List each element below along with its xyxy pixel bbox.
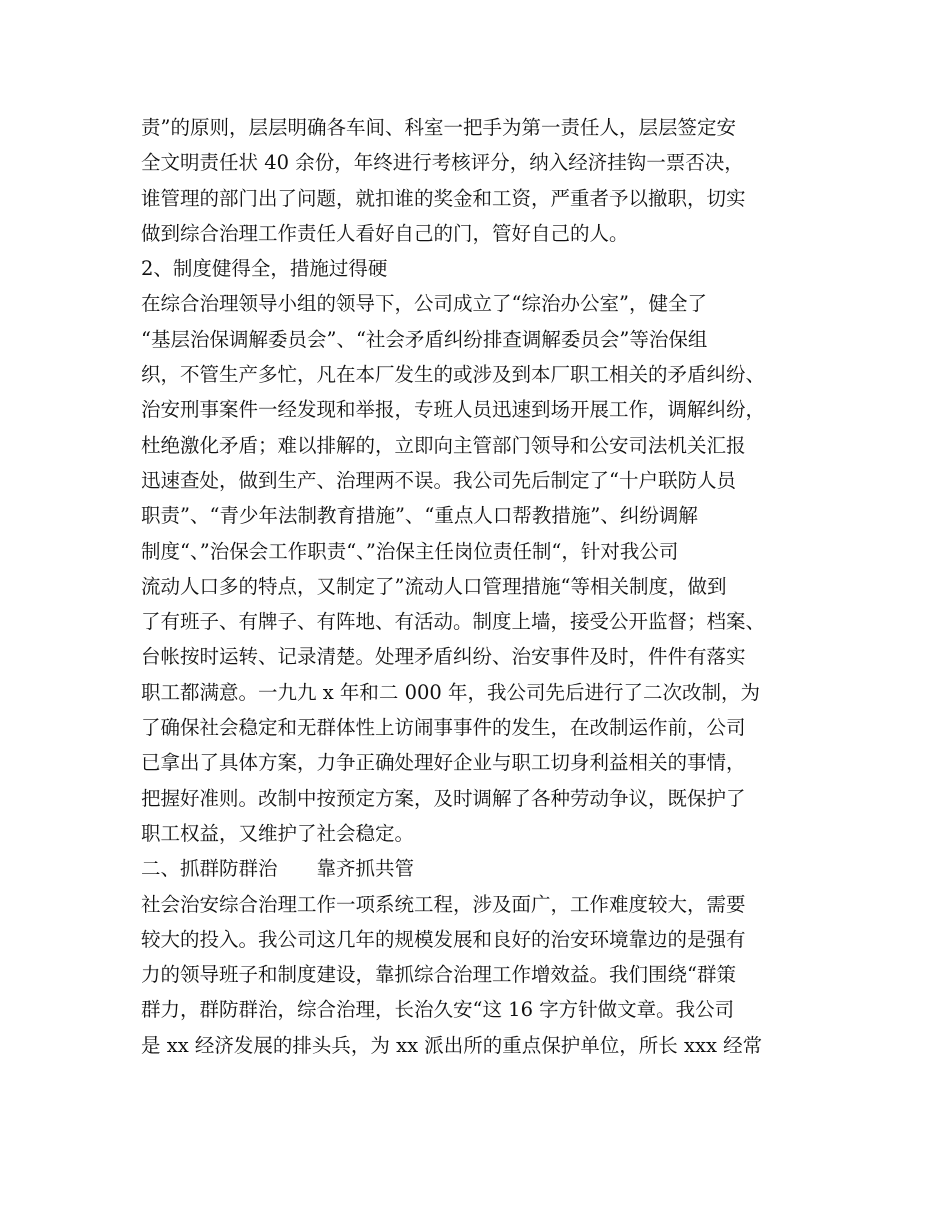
text-line: 在综合治理领导小组的领导下，公司成立了“综治办公室”，健全了 (141, 292, 707, 316)
text-line: 织，不管生产多忙，凡在本厂发生的或涉及到本厂职工相关的矛盾纠纷、 (141, 363, 766, 387)
text-line: 已拿出了具体方案，力争正确处理好企业与职工切身利益相关的事情， (141, 751, 746, 775)
text-line: 了有班子、有牌子、有阵地、有活动。制度上墙，接受公开监督；档案、 (141, 610, 766, 634)
text-line: 是 xx 经济发展的排头兵，为 xx 派出所的重点保护单位，所长 xxx 经常 (141, 1033, 763, 1057)
text-line: 较大的投入。我公司这几年的规模发展和良好的治安环境靠边的是强有 (141, 927, 746, 951)
text-line: 流动人口多的特点，又制定了”流动人口管理措施“等相关制度，做到 (141, 574, 727, 598)
text-line: 社会治安综合治理工作一项系统工程，涉及面广，工作难度较大，需要 (141, 892, 746, 916)
text-line: 谁管理的部门出了问题，就扣谁的奖金和工资，严重者予以撤职，切实 (141, 186, 746, 210)
text-line: “基层治保调解委员会”、“社会矛盾纠纷排查调解委员会”等治保组 (141, 327, 708, 351)
text-line: 职工权益，又维护了社会稳定。 (141, 821, 415, 845)
text-line: 群力，群防群治，综合治理，长治久安“这 16 字方针做文章。我公司 (141, 998, 735, 1022)
text-line: 迅速查处，做到生产、治理两不误。我公司先后制定了“十户联防人员 (141, 468, 736, 492)
text-line: 制度“、”治保会工作职责“、”治保主任岗位责任制“，针对我公司 (141, 539, 679, 563)
text-line: 台帐按时运转、记录清楚。处理矛盾纠纷、治安事件及时，件件有落实 (141, 645, 746, 669)
text-line: 杜绝激化矛盾；难以排解的，立即向主管部门领导和公安司法机关汇报 (141, 433, 746, 457)
text-line: 职责”、“青少年法制教育措施”、“重点人口帮教措施”、纠纷调解 (141, 504, 698, 528)
text-line: 了确保社会稳定和无群体性上访闹事事件的发生，在改制运作前，公司 (141, 716, 746, 740)
text-line: 责”的原则，层层明确各车间、科室一把手为第一责任人，层层签定安 (141, 116, 736, 139)
section-heading: 二、抓群防群治 靠齐抓共管 (141, 857, 415, 881)
text-line: 力的领导班子和制度建设，靠抓综合治理工作增效益。我们围绕“群策 (141, 963, 736, 987)
text-line: 把握好准则。改制中按预定方案，及时调解了各种劳动争议，既保护了 (141, 786, 746, 810)
text-line: 做到综合治理工作责任人看好自己的门，管好自己的人。 (141, 221, 629, 245)
section-heading: 2、制度健得全，措施过得硬 (141, 257, 388, 281)
text-line: 全文明责任状 40 余份，年终进行考核评分，纳入经济挂钩一票否决， (141, 151, 744, 175)
document-page (141, 110, 831, 1063)
text-line: 治安刑事案件一经发现和举报，专班人员迅速到场开展工作，调解纠纷， (141, 398, 766, 422)
text-line: 职工都满意。一九九 x 年和二 000 年，我公司先后进行了二次改制，为 (141, 680, 761, 704)
